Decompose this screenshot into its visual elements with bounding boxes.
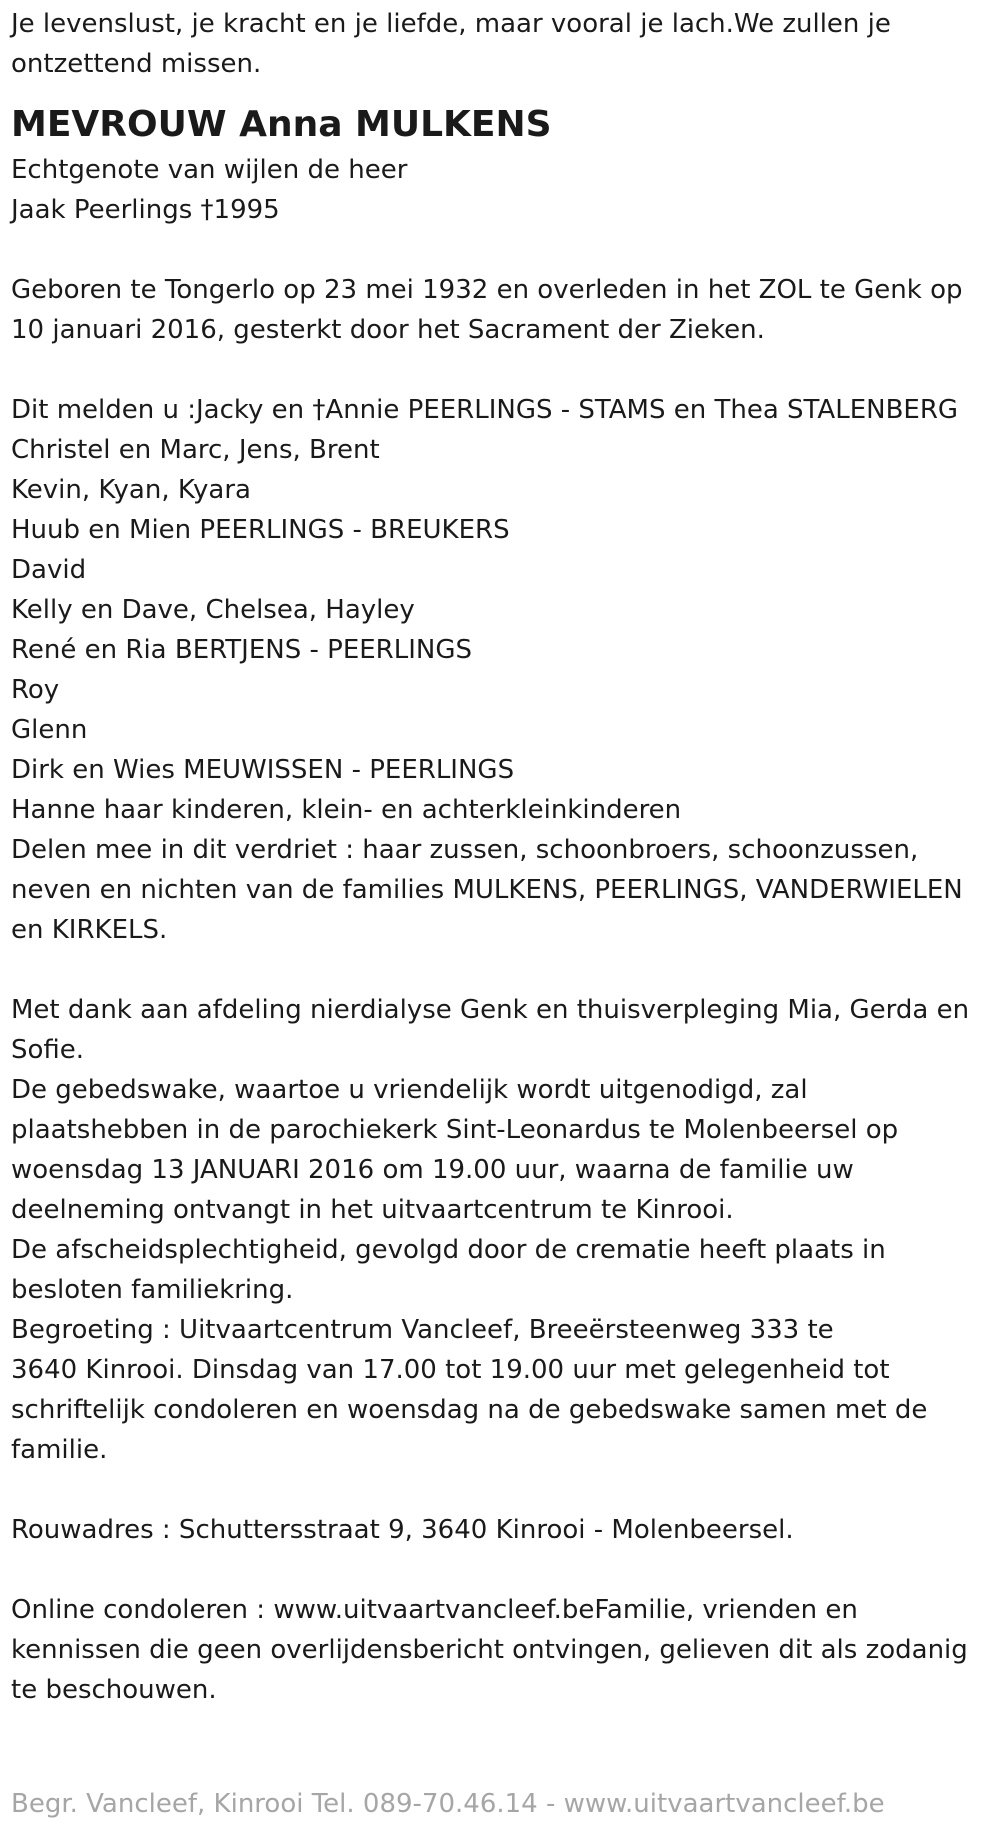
- spacer: [11, 230, 1000, 270]
- family-announcement: Dit melden u :Jacky en †Annie PEERLINGS - STAMS en Thea STALENBERG Christel en Marc, Jens, Brent Kevin, Kyan, Kyara Huub en Mien PEERLINGS - BREUKERS David Kelly en Dave, Chelsea, Hayley René en Ria BERTJENS - PEERLINGS Roy Glenn Dirk en Wies MEUWISSEN - PEERLINGS Hanne haar kinderen, klein- en achterkleinkinderen Delen mee in dit verdriet : haar zussen, schoonbroers, schoonzussen, neven en nichten van de families MULKENS, PEERLINGS, VANDERWIELEN en KIRKELS.: [11, 395, 963, 945]
- spacer: [11, 950, 1000, 990]
- funeral-home-footer: Begr. Vancleef, Kinrooi Tel. 089-70.46.14 - www.uitvaartvancleef.be: [11, 1789, 885, 1819]
- online-condolences: Online condoleren : www.uitvaartvancleef.beFamilie, vrienden en kennissen die geen overlijdensbericht ontvingen, gelieven dit als zodanig te beschouwen.: [11, 1595, 968, 1705]
- birth-death-text: Geboren te Tongerlo op 23 mei 1932 en overleden in het ZOL te Genk op 10 januari 2016, gesterkt door het Sacrament der Zieken.: [11, 275, 963, 345]
- deceased-name: MEVROUW Anna MULKENS: [11, 104, 552, 145]
- spacer: [11, 84, 1000, 98]
- mourning-address: Rouwadres : Schuttersstraat 9, 3640 Kinrooi - Molenbeersel.: [11, 1515, 794, 1545]
- intro-text: Je levenslust, je kracht en je liefde, maar vooral je lach.We zullen je ontzettend missen.: [11, 9, 891, 79]
- thanks-and-ceremony: Met dank aan afdeling nierdialyse Genk en thuisverpleging Mia, Gerda en Sofie. De gebedswake, waartoe u vriendelijk wordt uitgenodigd, zal plaatshebben in de parochiekerk Sint-Leonardus te Molenbeersel op woensdag 13 JANUARI 2016 om 19.00 uur, waarna de familie uw deelneming ontvangt in het uitvaartcentrum te Kinrooi. De afscheidsplechtigheid, gevolgd door de crematie heeft plaats in besloten familiekring. Begroeting : Uitvaartcentrum Vancleef, Breeërsteenweg 333 te 3640 Kinrooi. Dinsdag van 17.00 tot 19.00 uur met gelegenheid tot schriftelijk condoleren en woensdag na de gebedswake samen met de familie.: [11, 995, 970, 1465]
- spacer: [11, 1470, 1000, 1510]
- spouse-text: Echtgenote van wijlen de heer Jaak Peerlings †1995: [11, 155, 408, 225]
- spacer: [11, 1550, 1000, 1590]
- spacer: [11, 350, 1000, 390]
